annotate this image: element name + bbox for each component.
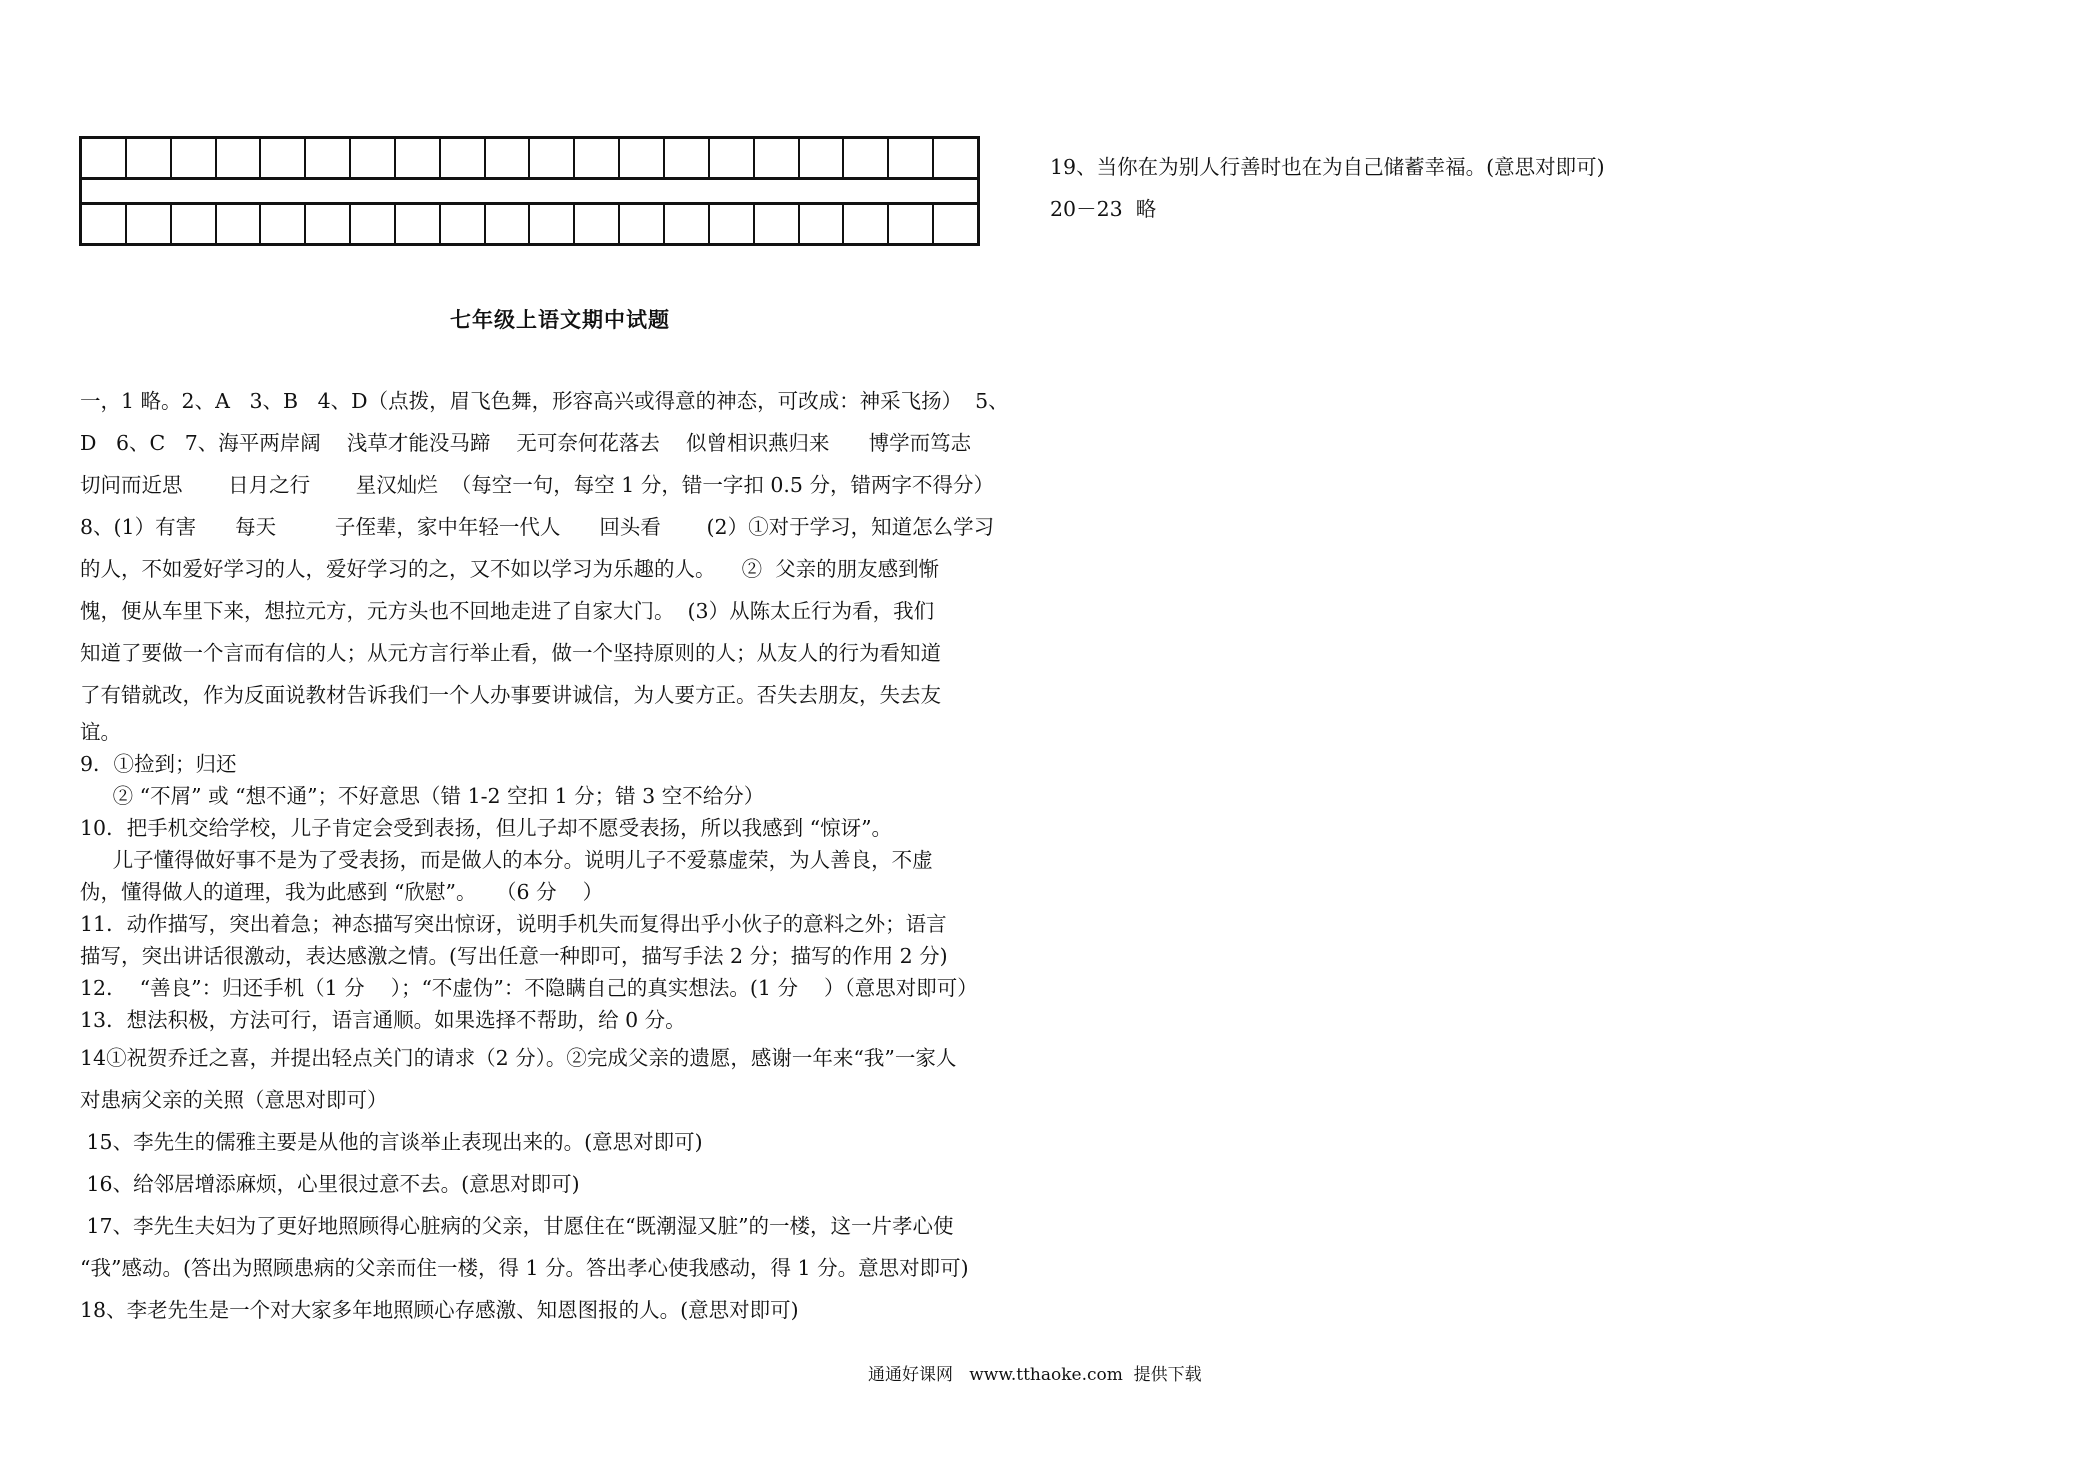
grid-cell <box>486 205 531 243</box>
grid-cell <box>710 205 755 243</box>
grid-cell <box>665 139 710 177</box>
answer-line: 18、李老先生是一个对大家多年地照顾心存感激、知恩图报的人。(意思对即可) <box>80 1298 799 1322</box>
footer-credit: 通通好课网 www.tthaoke.com 提供下载 <box>868 1365 1202 1385</box>
grid-cell <box>844 139 889 177</box>
grid-cell <box>351 139 396 177</box>
answer-line: 8、(1）有害 每天 子侄辈，家中年轻一代人 回头看 (2）①对于学习，知道怎么学习 <box>80 515 995 539</box>
grid-cell <box>172 139 217 177</box>
grid-cell <box>82 139 127 177</box>
grid-cell <box>127 139 172 177</box>
grid-cell <box>441 139 486 177</box>
answer-line: 12． “善良”：归还手机（1 分 ）；“不虚伪”：不隐瞒自己的真实想法。(1 分 ）（意思对即可） <box>80 976 978 1000</box>
answer-line: ② “不屑” 或 “想不通”；不好意思（错 1-2 空扣 1 分；错 3 空不给分） <box>80 784 765 808</box>
grid-cell <box>172 205 217 243</box>
grid-cell <box>800 205 845 243</box>
grid-cell <box>575 205 620 243</box>
answer-line: 9．①捡到；归还 <box>80 752 237 776</box>
answer-line: 10．把手机交给学校，儿子肯定会受到表扬，但儿子却不愿受表扬，所以我感到 “惊讶”。 <box>80 816 893 840</box>
answer-line: 描写，突出讲话很激动，表达感激之情。(写出任意一种即可，描写手法 2 分；描写的作用 2 分) <box>80 944 948 968</box>
grid-cell <box>127 205 172 243</box>
answer-line: “我”感动。(答出为照顾患病的父亲而住一楼，得 1 分。答出孝心使我感动，得 1 分。意思对即可) <box>80 1256 969 1280</box>
writing-grid <box>79 136 980 250</box>
grid-cell <box>665 205 710 243</box>
grid-cell <box>351 205 396 243</box>
grid-cell <box>530 139 575 177</box>
answer-line: 谊。 <box>80 720 121 744</box>
grid-cell <box>620 139 665 177</box>
grid-cell <box>530 205 575 243</box>
grid-cell <box>396 205 441 243</box>
answer-line: 对患病父亲的关照（意思对即可） <box>80 1088 388 1112</box>
grid-cell <box>396 139 441 177</box>
right-column <box>1050 146 1950 230</box>
grid-row-top <box>79 136 980 180</box>
grid-cell <box>755 139 800 177</box>
grid-cell <box>217 205 262 243</box>
grid-cell <box>82 205 127 243</box>
answer-line: 19、当你在为别人行善时也在为自己储蓄幸福。(意思对即可) <box>1050 155 1605 179</box>
grid-cell <box>261 139 306 177</box>
answer-line: 切问而近思 日月之行 星汉灿烂 （每空一句，每空 1 分，错一字扣 0.5 分，错两字不得分） <box>80 473 994 497</box>
grid-cell <box>889 139 934 177</box>
answer-line: 14①祝贺乔迁之喜，并提出轻点关门的请求（2 分）。②完成父亲的遗愿，感谢一年来“我”一家人 <box>80 1046 957 1070</box>
grid-cell <box>800 139 845 177</box>
answer-line: 15、李先生的儒雅主要是从他的言谈举止表现出来的。(意思对即可) <box>80 1130 703 1154</box>
answer-line: 17、李先生夫妇为了更好地照顾得心脏病的父亲，甘愿住在“既潮湿又脏”的一楼，这一片孝心使 <box>80 1214 954 1238</box>
answer-list <box>80 380 1010 1331</box>
answer-line: 16、给邻居增添麻烦，心里很过意不去。(意思对即可) <box>80 1172 580 1196</box>
grid-cell <box>844 205 889 243</box>
answer-line: 13．想法积极，方法可行，语言通顺。如果选择不帮助，给 0 分。 <box>80 1008 686 1032</box>
grid-cell <box>261 205 306 243</box>
grid-cell <box>441 205 486 243</box>
grid-cell <box>306 139 351 177</box>
grid-cell <box>217 139 262 177</box>
grid-cell <box>575 139 620 177</box>
grid-cell <box>755 205 800 243</box>
answer-line: D 6、C 7、海平两岸阔 浅草才能没马蹄 无可奈何花落去 似曾相识燕归来 博学而笃志 <box>80 431 972 455</box>
answer-line: 20－23 略 <box>1050 197 1157 221</box>
grid-gap <box>79 180 980 202</box>
answer-line: 一，1 略。2、A 3、B 4、D（点拨，眉飞色舞，形容高兴或得意的神态，可改成：神采飞扬） 5、 <box>80 389 1009 413</box>
answer-line: 11．动作描写，突出着急；神态描写突出惊讶，说明手机失而复得出乎小伙子的意料之外；语言 <box>80 912 947 936</box>
answer-line: 了有错就改，作为反面说教材告诉我们一个人办事要讲诚信，为人要方正。否失去朋友，失去友 <box>80 683 941 707</box>
grid-cell <box>934 139 977 177</box>
page-title: 七年级上语文期中试题 <box>450 307 670 332</box>
grid-cell <box>934 205 977 243</box>
grid-cell <box>306 205 351 243</box>
grid-cell <box>710 139 755 177</box>
grid-row-bottom <box>79 202 980 246</box>
answer-line: 愧，便从车里下来，想拉元方，元方头也不回地走进了自家大门。 (3）从陈太丘行为看，我们 <box>80 599 935 623</box>
answer-line: 知道了要做一个言而有信的人；从元方言行举止看，做一个坚持原则的人；从友人的行为看知道 <box>80 641 941 665</box>
answer-line: 伪，懂得做人的道理，我为此感到 “欣慰”。 （6 分 ） <box>80 880 604 904</box>
answer-line: 儿子懂得做好事不是为了受表扬，而是做人的本分。说明儿子不爱慕虚荣，为人善良，不虚 <box>80 848 933 872</box>
grid-cell <box>620 205 665 243</box>
answer-line: 的人，不如爱好学习的人，爱好学习的之，又不如以学习为乐趣的人。 ② 父亲的朋友感到惭 <box>80 557 940 581</box>
grid-cell <box>889 205 934 243</box>
grid-cell <box>486 139 531 177</box>
